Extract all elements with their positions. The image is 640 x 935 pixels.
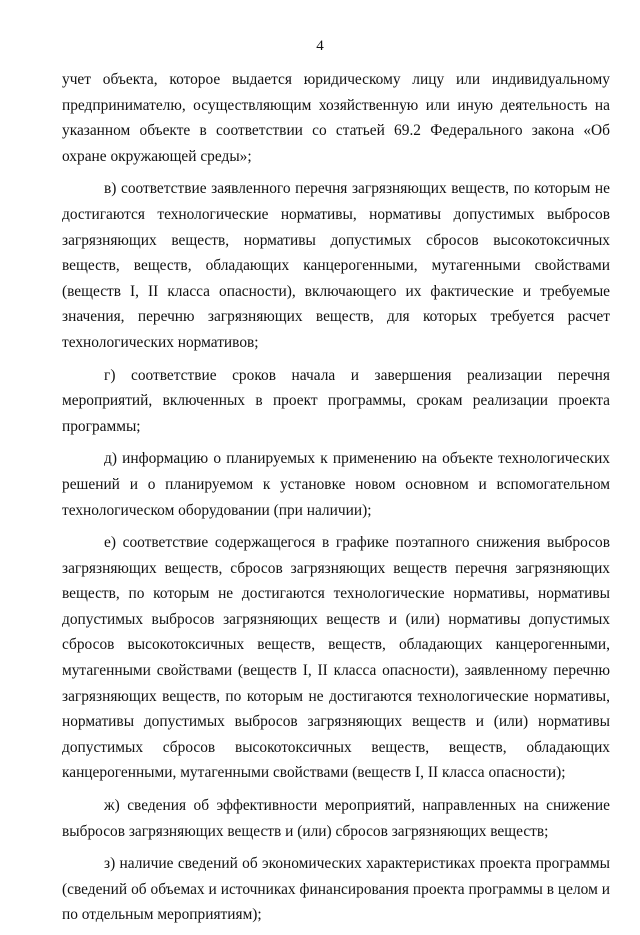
paragraph-item-zh: ж) сведения об эффективности мероприятий, направленных на снижение выбросов загрязняющих веществ и (или) сбросов загрязняющих веществ;: [62, 797, 610, 840]
paragraph-item-g: г) соответствие сроков начала и завершения реализации перечня мероприятий, включенных в проект программы, срокам реализации проекта программы;: [62, 366, 610, 435]
page-number: 4: [316, 38, 324, 54]
paragraph-item-d: д) информацию о планируемых к применению на объекте технологических решений и о планируемом к установке новом основном и вспомогательном технологическом оборудовании (при наличии);: [62, 450, 610, 519]
paragraph-item-e: е) соответствие содержащегося в графике поэтапного снижения выбросов загрязняющих веществ, сбросов загрязняющих веществ перечня загрязняющих веществ, по которым не достигаются технологические нормативы, нормативы допустимых выбросов загрязняющих веществ и (или) нормативы допустимых сбросов высокотоксичных веществ, веществ, обладающих канцерогенными, мутагенными свойствами (веществ I, II класса опасности), заявленному перечню загрязняющих веществ, по которым не достигаются технологические нормативы, нормативы допустимых выбросов загрязняющих веществ и (или) нормативы допустимых сбросов высокотоксичных веществ, веществ, обладающих канцерогенными, мутагенными свойствами (веществ I, II класса опасности);: [62, 534, 610, 782]
paragraph-item-v: в) соответствие заявленного перечня загрязняющих веществ, по которым не достигаются технологические нормативы, нормативы допустимых выбросов загрязняющих веществ, нормативы допустимых сбросов высокотоксичных веществ, веществ, обладающих канцерогенными, мутагенными свойствами (веществ I, II класса опасности), включающего их фактические и требуемые значения, перечню загрязняющих веществ, для которых требуется расчет технологических нормативов;: [62, 180, 610, 351]
document-body: [62, 67, 610, 935]
paragraph-continuation: учет объекта, которое выдается юридическому лицу или индивидуальному предпринимателю, осуществляющим хозяйственную или иную деятельность на указанном объекте в соответствии со статьей 69.2 Федерального закона «Об охране окружающей среды»;: [62, 71, 610, 165]
paragraph-item-z: з) наличие сведений об экономических характеристиках проекта программы (сведений об объемах и источниках финансирования проекта программы в целом и по отдельным мероприятиям);: [62, 855, 610, 924]
